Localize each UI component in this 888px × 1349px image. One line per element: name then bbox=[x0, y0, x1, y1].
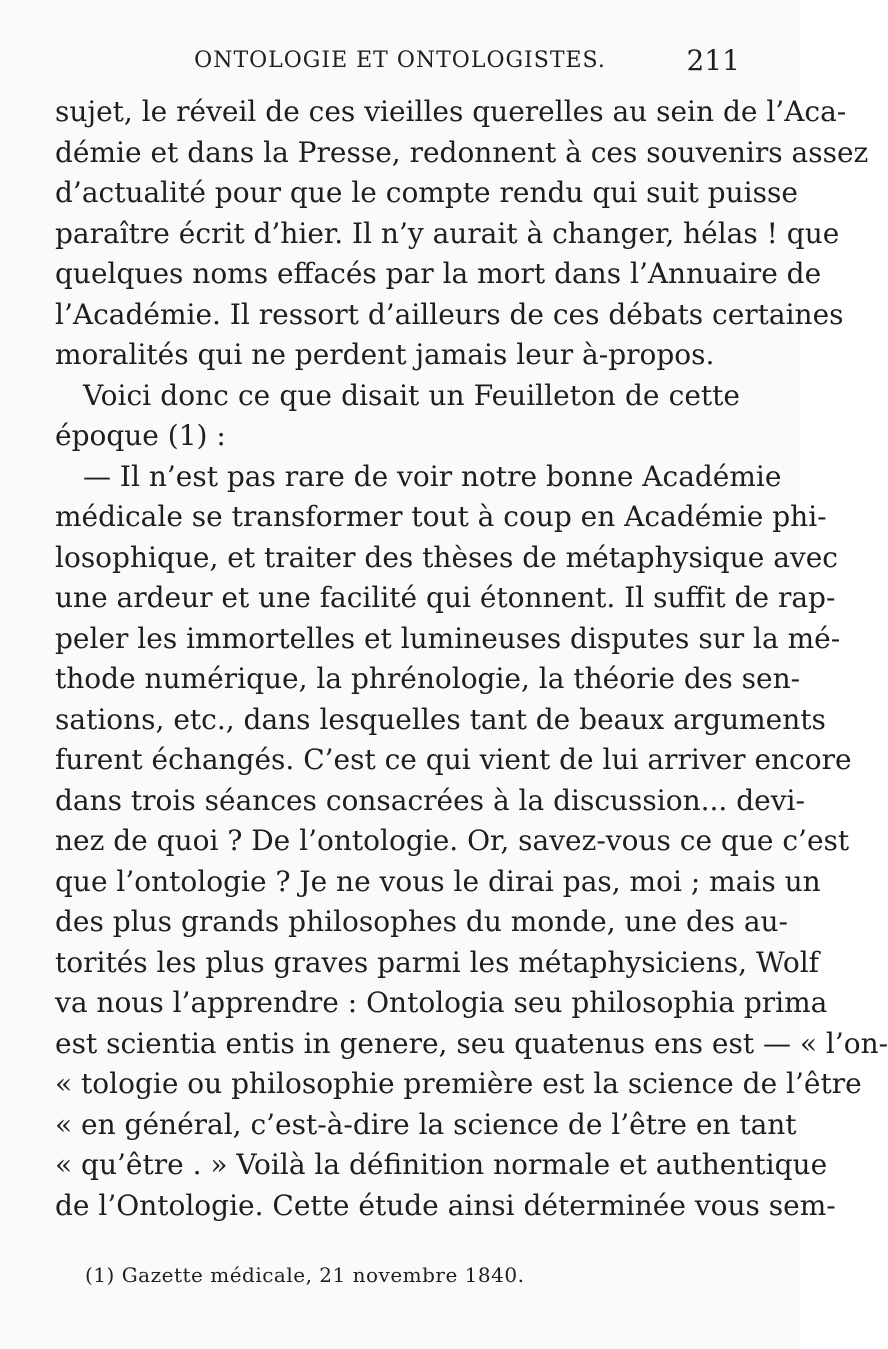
text-line: furent échangés. C’est ce qui vient de lui arriver encore bbox=[55, 743, 852, 776]
text-line: « qu’être . » Voilà la définition normale et authentique bbox=[55, 1148, 828, 1181]
footnote: (1) Gazette médicale, 21 novembre 1840. bbox=[85, 1263, 525, 1287]
text-line: dans trois séances consacrées à la discussion... devi- bbox=[55, 783, 805, 817]
text-line: « en général, c’est-à-dire la science de l’être en tant bbox=[55, 1107, 797, 1141]
text-line: va nous l’apprendre : Ontologia seu philosophia prima bbox=[55, 986, 828, 1019]
text-line: l’Académie. Il ressort d’ailleurs de ces débats certaines bbox=[55, 297, 844, 331]
text-line: une ardeur et une facilité qui étonnent. Il suffit de rap- bbox=[55, 581, 836, 614]
text-line: des plus grands philosophes du monde, une des au- bbox=[55, 905, 789, 938]
text-line: d’actualité pour que le compte rendu qui suit puisse bbox=[55, 176, 798, 209]
text-line: de l’Ontologie. Cette étude ainsi déterminée vous sem- bbox=[55, 1188, 836, 1222]
text-line: paraître écrit d’hier. Il n’y aurait à changer, hélas ! que bbox=[55, 216, 840, 250]
text-line: médicale se transformer tout à coup en Académie phi- bbox=[55, 500, 827, 533]
body-text bbox=[55, 92, 888, 1226]
running-title: ONTOLOGIE ET ONTOLOGISTES. bbox=[194, 48, 606, 73]
text-line: sations, etc., dans lesquelles tant de beaux arguments bbox=[55, 702, 826, 736]
text-line: est scientia entis in genere, seu quatenus ens est — « l’on- bbox=[55, 1026, 888, 1060]
text-line: losophique, et traiter des thèses de métaphysique avec bbox=[55, 540, 838, 574]
text-line: démie et dans la Presse, redonnent à ces souvenirs assez bbox=[55, 135, 869, 169]
text-line: — Il n’est pas rare de voir notre bonne Académie bbox=[83, 459, 782, 493]
text-line: nez de quoi ? De l’ontologie. Or, savez-vous ce que c’est bbox=[55, 824, 850, 857]
text-line: quelques noms effacés par la mort dans l’Annuaire de bbox=[55, 257, 822, 290]
text-line: époque (1) : bbox=[55, 419, 226, 452]
text-line: peler les immortelles et lumineuses disputes sur la mé- bbox=[55, 621, 841, 655]
text-line: Voici donc ce que disait un Feuilleton de cette bbox=[83, 378, 740, 412]
page-number: 211 bbox=[686, 44, 740, 77]
page-header bbox=[0, 44, 800, 84]
text-line: thode numérique, la phrénologie, la théorie des sen- bbox=[55, 662, 801, 695]
text-line: « tologie ou philosophie première est la science de l’être bbox=[55, 1067, 862, 1100]
text-line: sujet, le réveil de ces vieilles querelles au sein de l’Aca- bbox=[55, 95, 847, 128]
text-line: torités les plus graves parmi les métaphysiciens, Wolf bbox=[55, 945, 820, 979]
text-line: moralités qui ne perdent jamais leur à-propos. bbox=[55, 338, 715, 371]
text-line: que l’ontologie ? Je ne vous le dirai pas, moi ; mais un bbox=[55, 864, 821, 898]
